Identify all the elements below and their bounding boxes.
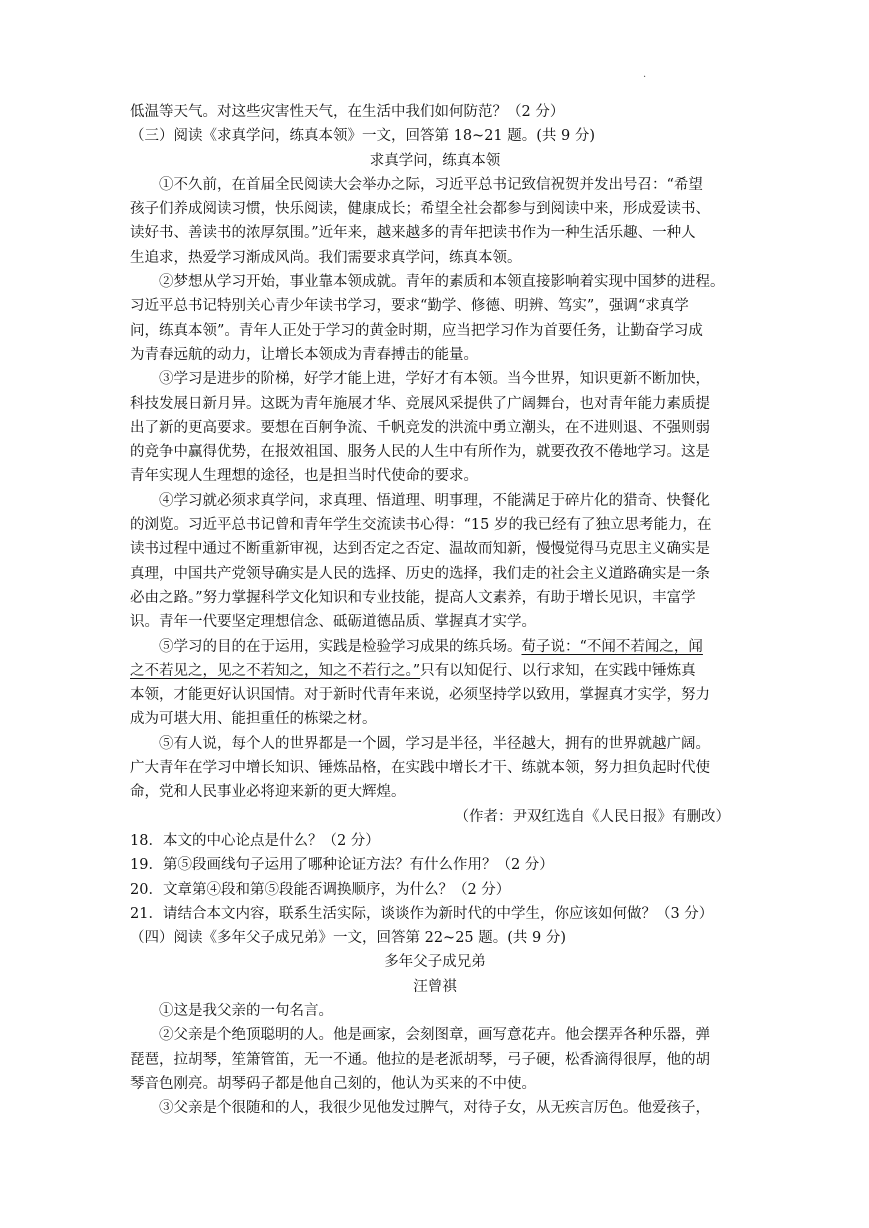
underlined-quote: 之不若见之，见之不若知之，知之不若行之。” <box>130 662 421 679</box>
section-4-heading: （四）阅读《多年父子成兄弟》一文，回答第 22~25 题。(共 9 分) <box>130 930 567 947</box>
paragraph-line: 本领，才能更好认识国情。对于新时代青年来说，必须坚持学以致用，掌握真才实学，努力 <box>130 687 710 704</box>
article-2-title: 多年父子成兄弟 <box>384 954 486 971</box>
paragraph-line: 琴音色刚亮。胡琴码子都是他自己刻的，他认为买来的不中使。 <box>130 1075 536 1092</box>
article-1-title: 求真学问，练真本领 <box>369 152 501 169</box>
header-mark: · <box>643 72 647 83</box>
underlined-quote: 荀子说：“不闻不若闻之，闻 <box>521 638 703 655</box>
paragraph-line: 科技发展日新月异。这既为青年施展才华、竞展风采提供了广阔舞台，也对青年能力素质提 <box>130 395 710 412</box>
paragraph-line: 生追求，热爱学习渐成风尚。我们需要求真学问，练真本领。 <box>130 249 522 266</box>
paragraph-line <box>130 635 740 659</box>
article-source: （作者：尹双红选自《人民日报》有删改） <box>454 808 730 825</box>
paragraph-line <box>130 659 740 683</box>
paragraph-line: ④学习就必须求真学问，求真理、悟道理、明事理，不能满足于碎片化的猎奇、快餐化 <box>159 492 710 509</box>
document-body <box>130 100 740 1120</box>
question-20: 20．文章第④段和第⑤段能否调换顺序，为什么？（2 分） <box>130 881 511 898</box>
question-21: 21．请结合本文内容，联系生活实际，谈谈作为新时代的中学生，你应该如何做？（3 分） <box>130 905 714 922</box>
paragraph-line: 识。青年一代要坚定理想信念、砥砺道德品质、掌握真才实学。 <box>130 614 536 631</box>
paragraph-line: ①不久前，在首届全民阅读大会举办之际，习近平总书记致信祝贺并发出号召：“希望 <box>159 176 703 193</box>
paragraph-line: 读好书、善读书的浓厚氛围。”近年来，越来越多的青年把读书作为一种生活乐趣、一种人 <box>130 225 696 242</box>
paragraph-line: ②父亲是个绝顶聪明的人。他是画家，会刻图章，画写意花卉。他会摆弄各种乐器，弹 <box>159 1027 710 1044</box>
paragraph-line: 命，党和人民事业必将迎来新的更大辉煌。 <box>130 784 406 801</box>
section-3-heading: （三）阅读《求真学问，练真本领》一文，回答第 18~21 题。(共 9 分) <box>130 128 596 145</box>
paragraph-line: 习近平总书记特别关心青少年读书学习，要求“勤学、修德、明辨、笃实”，强调“求真学 <box>130 298 689 315</box>
paragraph-text: 只有以知促行、以行求知，在实践中锤炼真 <box>420 662 696 679</box>
paragraph-line: 真理，中国共产党领导确实是人民的选择、历史的选择，我们走的社会主义道路确实是一条 <box>130 565 710 582</box>
paragraph-line: 琵琶，拉胡琴，笙箫管笛，无一不通。他拉的是老派胡琴，弓子硬，松香滴得很厚，他的胡 <box>130 1051 710 1068</box>
paragraph-line: 问，练真本领”。青年人正处于学习的黄金时期，应当把学习作为首要任务，让勤奋学习成 <box>130 322 703 339</box>
paragraph-line: ①这是我父亲的一句名言。 <box>159 1002 333 1019</box>
paragraph-line: 的竞争中赢得优势，在报效祖国、服务人民的人生中有所作为，就要孜孜不倦地学习。这是 <box>130 444 710 461</box>
paragraph-line: 孩子们养成阅读习惯，快乐阅读，健康成长；希望全社会都参与到阅读中来，形成爱读书、 <box>130 201 710 218</box>
paragraph-line: ③学习是进步的阶梯，好学才能上进，学好才有本领。当今世界，知识更新不断加快， <box>159 371 710 388</box>
paragraph-line: 为青春远航的动力，让增长本领成为青春搏击的能量。 <box>130 346 478 363</box>
paragraph-line: 必由之路。”努力掌握科学文化知识和专业技能，提高人文素养，有助于增长见识，丰富学 <box>130 589 696 606</box>
paragraph-line: ③父亲是个很随和的人，我很少见他发过脾气，对待子女，从无疾言厉色。他爱孩子， <box>159 1100 710 1117</box>
paragraph-line: ②梦想从学习开始，事业靠本领成就。青年的素质和本领直接影响着实现中国梦的进程。 <box>159 274 725 291</box>
paragraph-line: 青年实现人生理想的途径，也是担当时代使命的要求。 <box>130 468 478 485</box>
paragraph-line: 出了新的更高要求。要想在百舸争流、千帆竞发的洪流中勇立潮头，在不进则退、不强则弱 <box>130 419 710 436</box>
paragraph-line: 读书过程中通过不断重新审视，达到否定之否定、温故而知新，慢慢觉得马克思主义确实是 <box>130 541 710 558</box>
question-18: 18．本文的中心论点是什么？（2 分） <box>130 832 380 849</box>
paragraph-line: 广大青年在学习中增长知识、锤炼品格，在实践中增长才干、练就本领，努力担负起时代使 <box>130 760 710 777</box>
paragraph-line: ⑤有人说，每个人的世界都是一个圆，学习是半径，半径越大，拥有的世界就越广阔。 <box>159 735 710 752</box>
paragraph-line: 成为可堪大用、能担重任的栋梁之材。 <box>130 711 377 728</box>
paragraph-line: 的浏览。习近平总书记曾和青年学生交流读书心得：“15 岁的我已经有了独立思考能力，在 <box>130 517 712 534</box>
paragraph-text: ⑤学习的目的在于运用，实践是检验学习成果的练兵场。 <box>159 638 522 655</box>
question-17-tail: 低温等天气。对这些灾害性天气，在生活中我们如何防范？（2 分） <box>130 104 565 120</box>
article-2-author: 汪曾祺 <box>413 978 457 995</box>
question-19: 19．第⑤段画线句子运用了哪种论证方法？有什么作用？（2 分） <box>130 857 554 874</box>
